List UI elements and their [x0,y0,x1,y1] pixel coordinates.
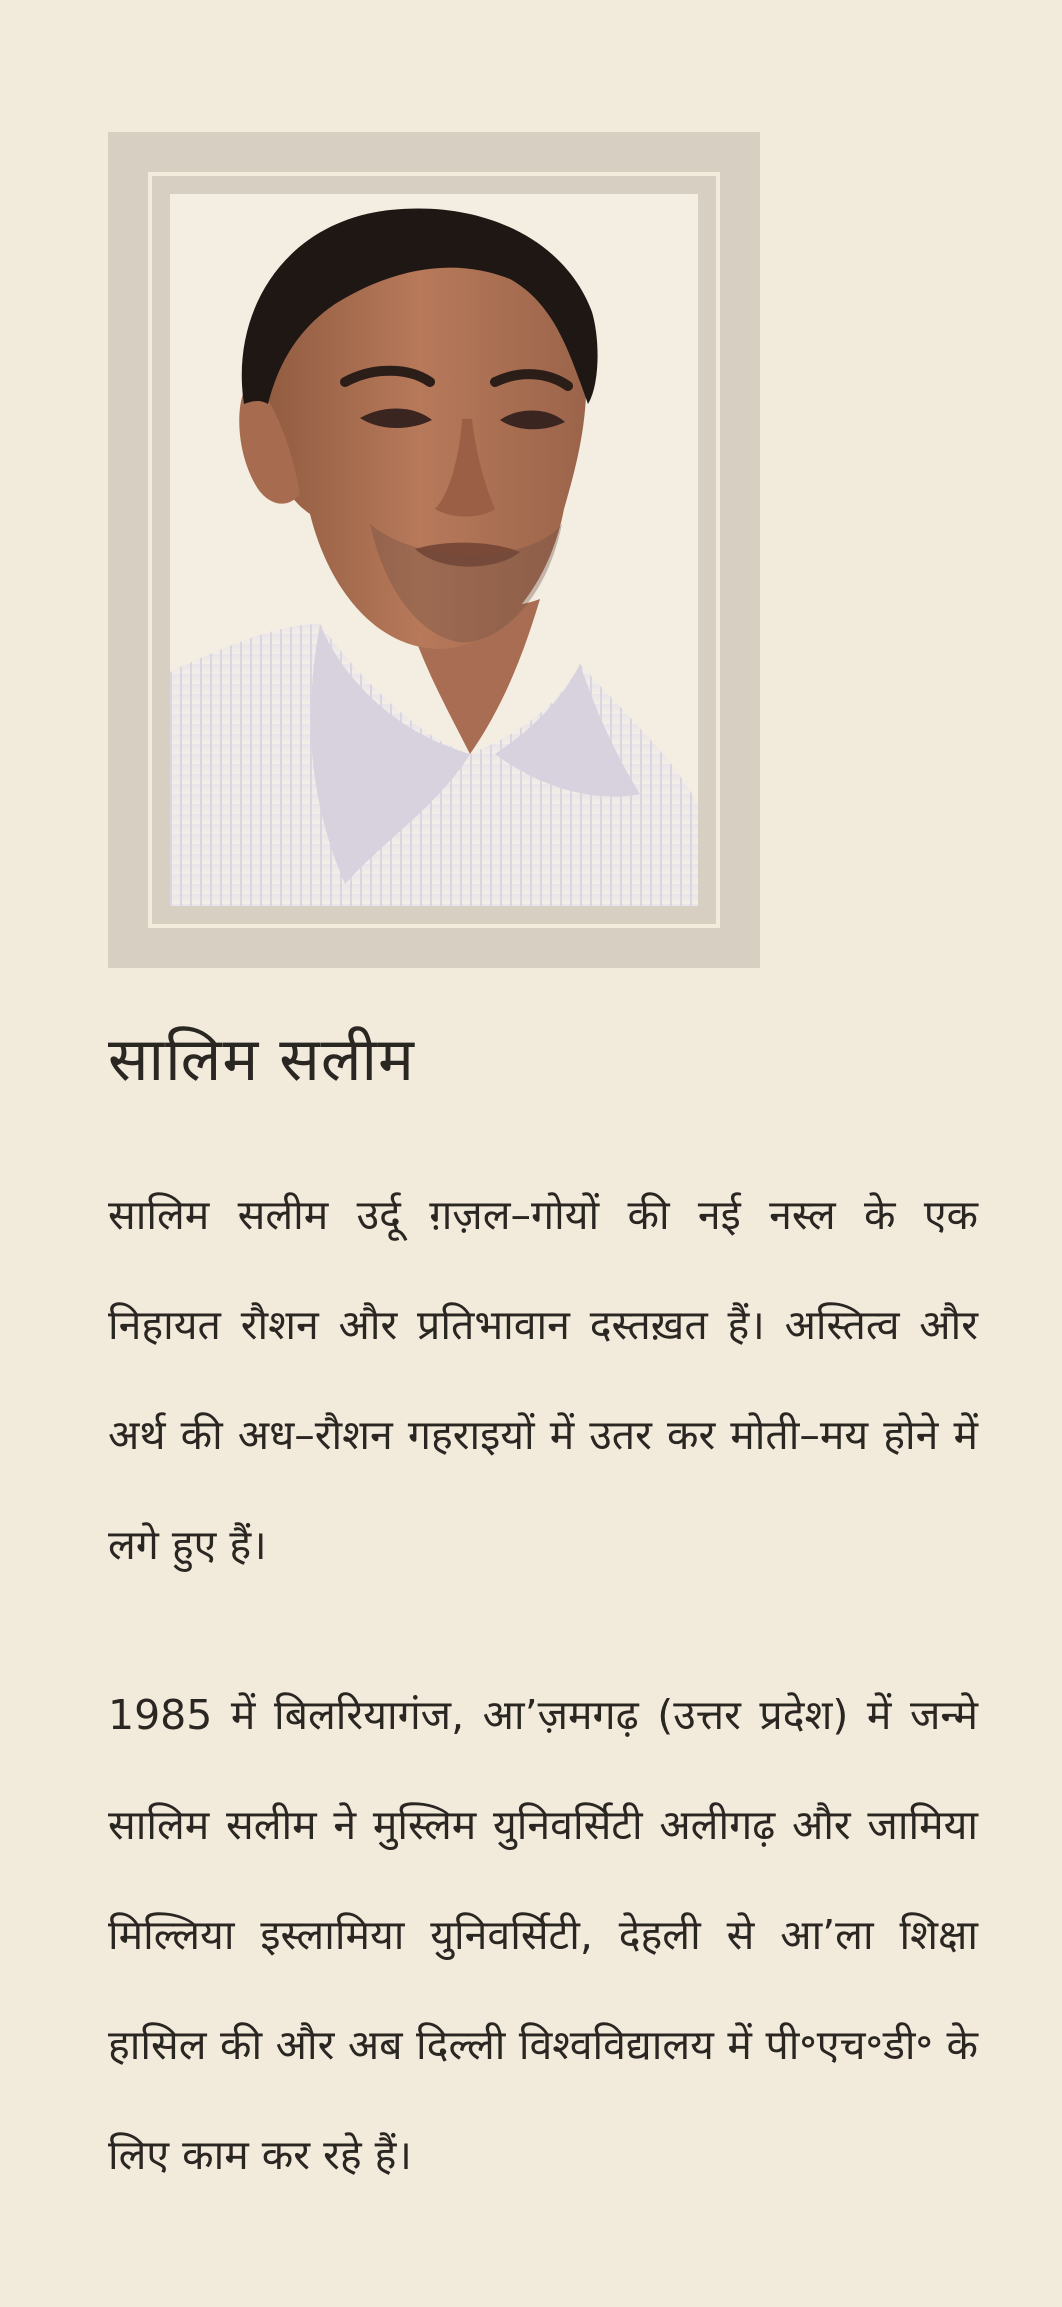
author-photo [170,194,698,906]
portrait-frame [108,132,760,968]
author-name-heading: सालिम सलीम [108,1025,415,1095]
bio-paragraph-1: सालिम सलीम उर्दू ग़ज़ल–गोयों की नई नस्ल के एक निहायत रौशन और प्रतिभावान दस्तख़त हैं। अस्तित्व और अर्थ की अध–रौशन गहराइयों में उतर कर मोती–मय होने में लगे हुए हैं। [108,1191,978,1569]
bio-paragraph-2: 1985 में बिलरियागंज, आ’ज़मगढ़ (उत्तर प्रदेश) में जन्मे सालिम सलीम ने मुस्लिम युनिवर्सिटी अलीगढ़ और जामिया मिल्लिया इस्लामिया युनिवर्सिटी, देहली से आ’ला शिक्षा हासिल की और अब दिल्ली विश्वविद्यालय में पी॰एच॰डी॰ के लिए काम कर रहे हैं। [108,1691,978,2179]
